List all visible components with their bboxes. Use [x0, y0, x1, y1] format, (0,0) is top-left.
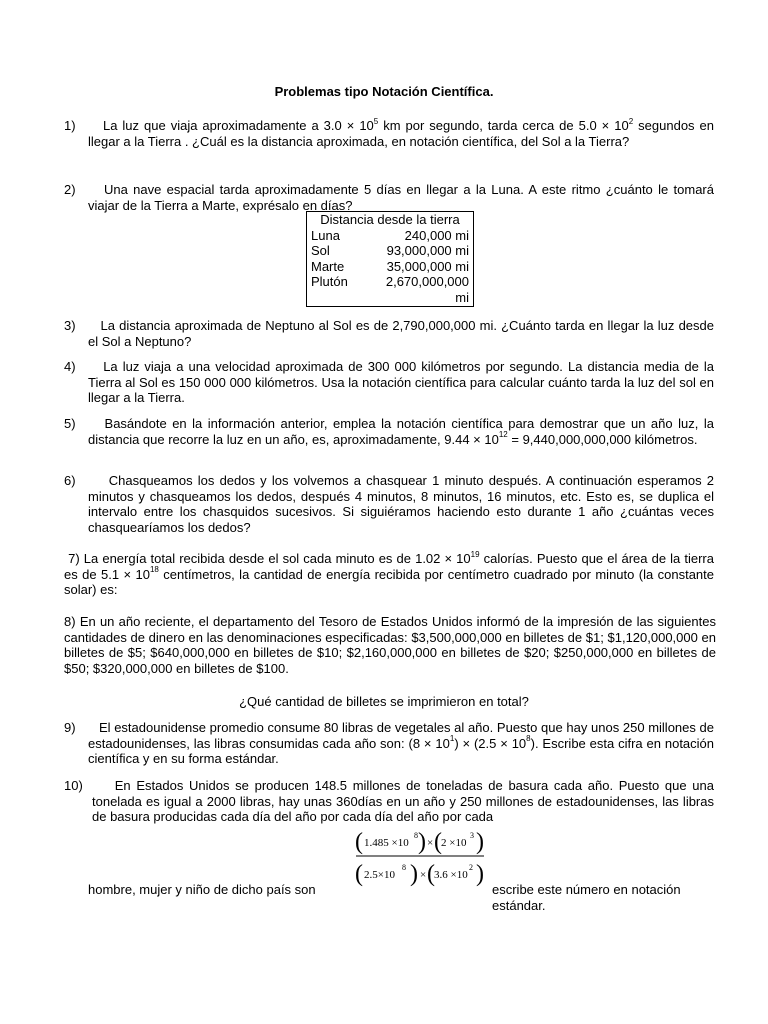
problem-10-ending-right: escribe este número en notación estándar. [492, 882, 681, 913]
den-b: 3.6 ×10 [434, 869, 468, 881]
num-a-exp: 8 [414, 831, 418, 840]
den-a-exp: 8 [402, 863, 406, 872]
problem-text: La luz viaja a una velocidad aproximada de 300 000 kilómetros por segundo. La distancia media de la Tierra al Sol es 150 000 000 kilómetros. Usa la notación científica para calcular cuánto tarda la luz del sol en llegar a la Tierra. [88, 359, 714, 406]
problem-5 [64, 416, 714, 447]
problem-4 [64, 359, 714, 406]
problem-10 [64, 778, 714, 825]
problem-number: 1) [64, 118, 76, 133]
table-row-continuation: mi [455, 289, 469, 305]
svg-text:(: ( [427, 861, 435, 887]
problem-10-ending-left: hombre, mujer y niño de dicho país son [88, 882, 316, 897]
svg-text:): ) [476, 829, 484, 855]
svg-text:): ) [418, 829, 426, 855]
problem-text: Basándote en la información anterior, emplea la notación científica para demostrar que un año luz, la distancia que recorre la luz en un año, es, aproximadamente, $9.44 \times 10^{12} = 9,440,000,000,000$ kilómetros. [88, 416, 714, 447]
svg-text:×: × [420, 869, 427, 881]
problem-8 [64, 614, 716, 676]
den-b-exp: 2 [469, 863, 473, 872]
num-b-exp: 3 [470, 831, 474, 840]
svg-text:): ) [410, 861, 418, 887]
times-sign: × [427, 837, 434, 849]
problem-text: La distancia aproximada de Neptuno al Sol es de 2,790,000,000 mi. ¿Cuánto tarda en llegar la luz desde el Sol a Neptuno? [88, 318, 714, 349]
table-header: Distancia desde la tierra [320, 212, 460, 227]
problem-text: El estadounidense promedio consume 80 libras de vegetales al año. Puesto que hay unos 250 millones de estadounidenses, las libras consumidas cada año son: $(8 \times 10^1) \times (2.5 \times 10^8)$. Escribe esta cifra en notación científica y en su forma estándar. [88, 720, 715, 767]
num-a: 1.485 ×10 [364, 837, 409, 849]
problem-text: Una nave espacial tarda aproximadamente 5 días en llegar a la Luna. A este ritmo ¿cuánto le tomará viajar de la Tierra a Marte, exprésalo en días? [88, 182, 714, 213]
table-row: Luna 240,000 mi [311, 227, 469, 243]
problem-text: Chasqueamos los dedos y los volvemos a chasquear 1 minuto después. A continuación esperamos 2 minutos y chasqueamos los dedos, después 4 minutos, 8 minutos, 16 minutos, etc. Esto es, se duplica el intervalo entre los chasquidos sucesivos. Si siguiéramos haciendo esto durante 1 año ¿cuántas veces chasquearíamos los dedos? [88, 473, 714, 535]
svg-text:): ) [476, 861, 484, 887]
table-row: Sol 93,000,000 mi [311, 243, 469, 259]
problem-text: 8) En un año reciente, el departamento del Tesoro de Estados Unidos informó de la impresión de las siguientes cantidades de dinero en las denominaciones especificadas: $3,500,000,000 en billetes de $1; $1,120,000,000 en billetes de $5; $640,000,000 en billetes de $10; $2,160,000,000 en billetes de $20; $250,000,000 en billetes de $50; $320,000,000 en billetes de $100. [64, 614, 716, 676]
fraction-formula [354, 828, 486, 890]
problem-6 [64, 473, 714, 535]
svg-text:(: ( [355, 861, 363, 887]
problem-2 [64, 182, 714, 213]
paren-open: ( [355, 829, 363, 855]
svg-text:(: ( [434, 829, 442, 855]
table-row: Marte 35,000,000 mi [311, 258, 469, 274]
problem-9 [64, 720, 714, 767]
problem-number: 4) [64, 359, 76, 374]
den-a: 2.5×10 [364, 869, 395, 881]
problem-3 [64, 318, 714, 349]
problem-8-question: ¿Qué cantidad de billetes se imprimieron en total? [239, 694, 529, 709]
problem-text: 7) La energía total recibida desde el sol cada minuto es de $1.02 \times 10^{19}$ calorías. Puesto que el área de la tierra es de $5.1 \times 10^{18}$ centímetros, la cantidad de energía recibida por centímetro cuadrado por minuto (la constante solar) es: [64, 549, 714, 598]
problem-number: 9) [64, 720, 76, 735]
page-title: Problemas tipo Notación Científica. [274, 84, 494, 99]
problem-7 [64, 551, 714, 598]
problem-number: 5) [64, 416, 76, 431]
problem-number: 10) [64, 778, 83, 793]
table-row: Plutón 2,670,000,000 [311, 274, 469, 290]
distance-table [306, 211, 474, 307]
problem-text: La luz que viaja aproximadamente a $3.0 \times 10^5$ km por segundo, tarda cerca de $5.0 \times 10^2$ segundos en llegar a la Tierra . ¿Cuál es la distancia aproximada, en notación científica, del Sol a la Tierra? [88, 116, 714, 149]
problem-1 [64, 118, 714, 149]
problem-number: 2) [64, 182, 76, 197]
problem-number: 3) [64, 318, 76, 333]
problem-number: 6) [64, 473, 76, 488]
problem-text: En Estados Unidos se producen 148.5 millones de toneladas de basura cada año. Puesto que una tonelada es igual a 2000 libras, hay unas 360días en un año y 250 millones de estadounidenses, las libras de basura producidas cada día del año por cada día del año por cada [92, 778, 714, 825]
num-b: 2 ×10 [441, 837, 467, 849]
